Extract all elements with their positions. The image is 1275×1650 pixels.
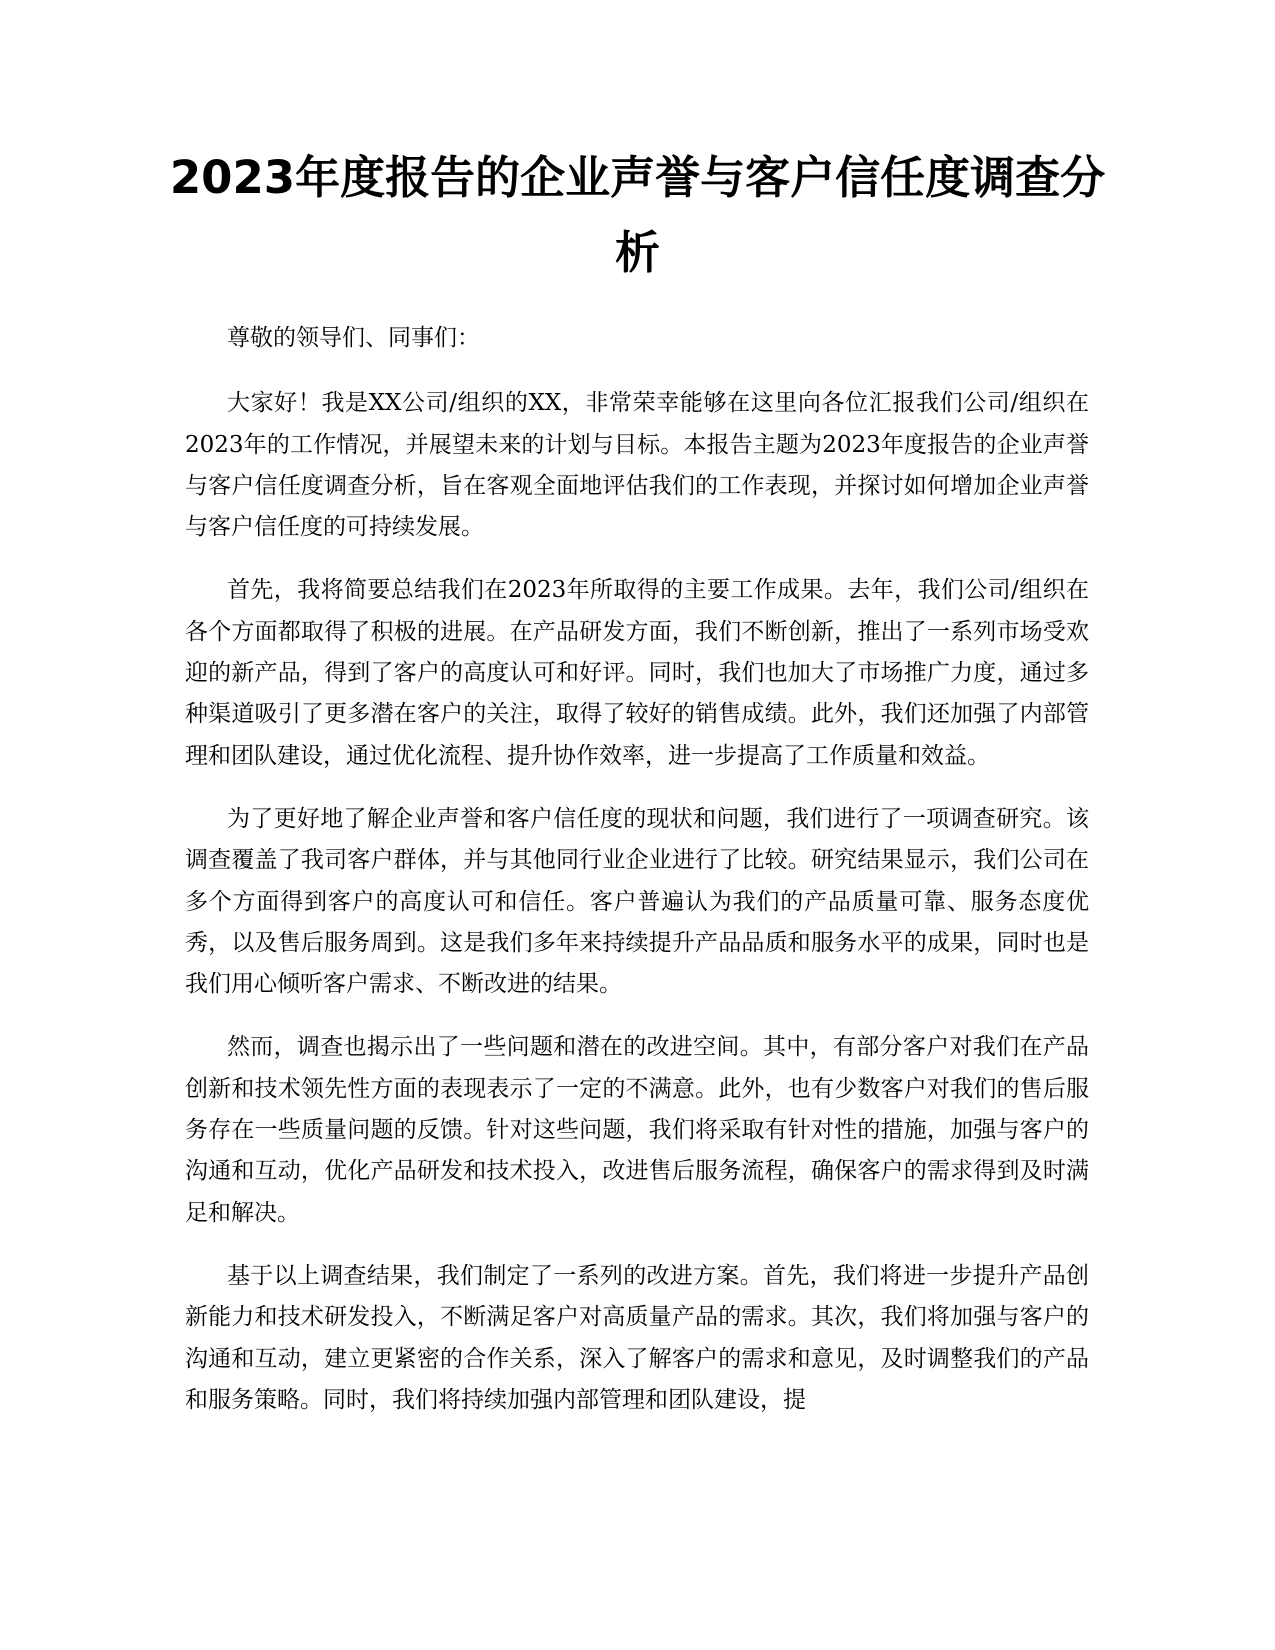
- salutation-paragraph: 尊敬的领导们、同事们：: [227, 325, 480, 351]
- issues-paragraph: 然而，调查也揭示出了一些问题和潜在的改进空间。其中，有部分客户对我们在产品创新和技术领先性方面的表现表示了一定的不满意。此外，也有少数客户对我们的售后服务存在一些质量问题的反馈。针对这些问题，我们将采取有针对性的措施，加强与客户的沟通和互动，优化产品研发和技术投入，改进售后服务流程，确保客户的需求得到及时满足和解决。: [185, 1034, 1089, 1226]
- achievements-paragraph: 首先，我将简要总结我们在2023年所取得的主要工作成果。去年，我们公司/组织在各个方面都取得了积极的进展。在产品研发方面，我们不断创新，推出了一系列市场受欢迎的新产品，得到了客户的高度认可和好评。同时，我们也加大了市场推广力度，通过多种渠道吸引了更多潜在客户的关注，取得了较好的销售成绩。此外，我们还加强了内部管理和团队建设，通过优化流程、提升协作效率，进一步提高了工作质量和效益。: [185, 577, 1089, 769]
- improvement-plan-paragraph: 基于以上调查结果，我们制定了一系列的改进方案。首先，我们将进一步提升产品创新能力和技术研发投入，不断满足客户对高质量产品的需求。其次，我们将加强与客户的沟通和互动，建立更紧密的合作关系，深入了解客户的需求和意见，及时调整我们的产品和服务策略。同时，我们将持续加强内部管理和团队建设，提: [185, 1262, 1089, 1413]
- intro-paragraph: 大家好！我是XX公司/组织的XX，非常荣幸能够在这里向各位汇报我们公司/组织在2023年的工作情况，并展望未来的计划与目标。本报告主题为2023年度报告的企业声誉与客户信任度调查分析，旨在客观全面地评估我们的工作表现，并探讨如何增加企业声誉与客户信任度的可持续发展。: [185, 390, 1089, 541]
- document-title: 2023年度报告的企业声誉与客户信任度调查分析: [169, 151, 1106, 279]
- document-body: [185, 318, 1089, 1443]
- survey-paragraph: 为了更好地了解企业声誉和客户信任度的现状和问题，我们进行了一项调查研究。该调查覆盖了我司客户群体，并与其他同行业企业进行了比较。研究结果显示，我们公司在多个方面得到客户的高度认可和信任。客户普遍认为我们的产品质量可靠、服务态度优秀，以及售后服务周到。这是我们多年来持续提升产品品质和服务水平的成果，同时也是我们用心倾听客户需求、不断改进的结果。: [185, 805, 1089, 998]
